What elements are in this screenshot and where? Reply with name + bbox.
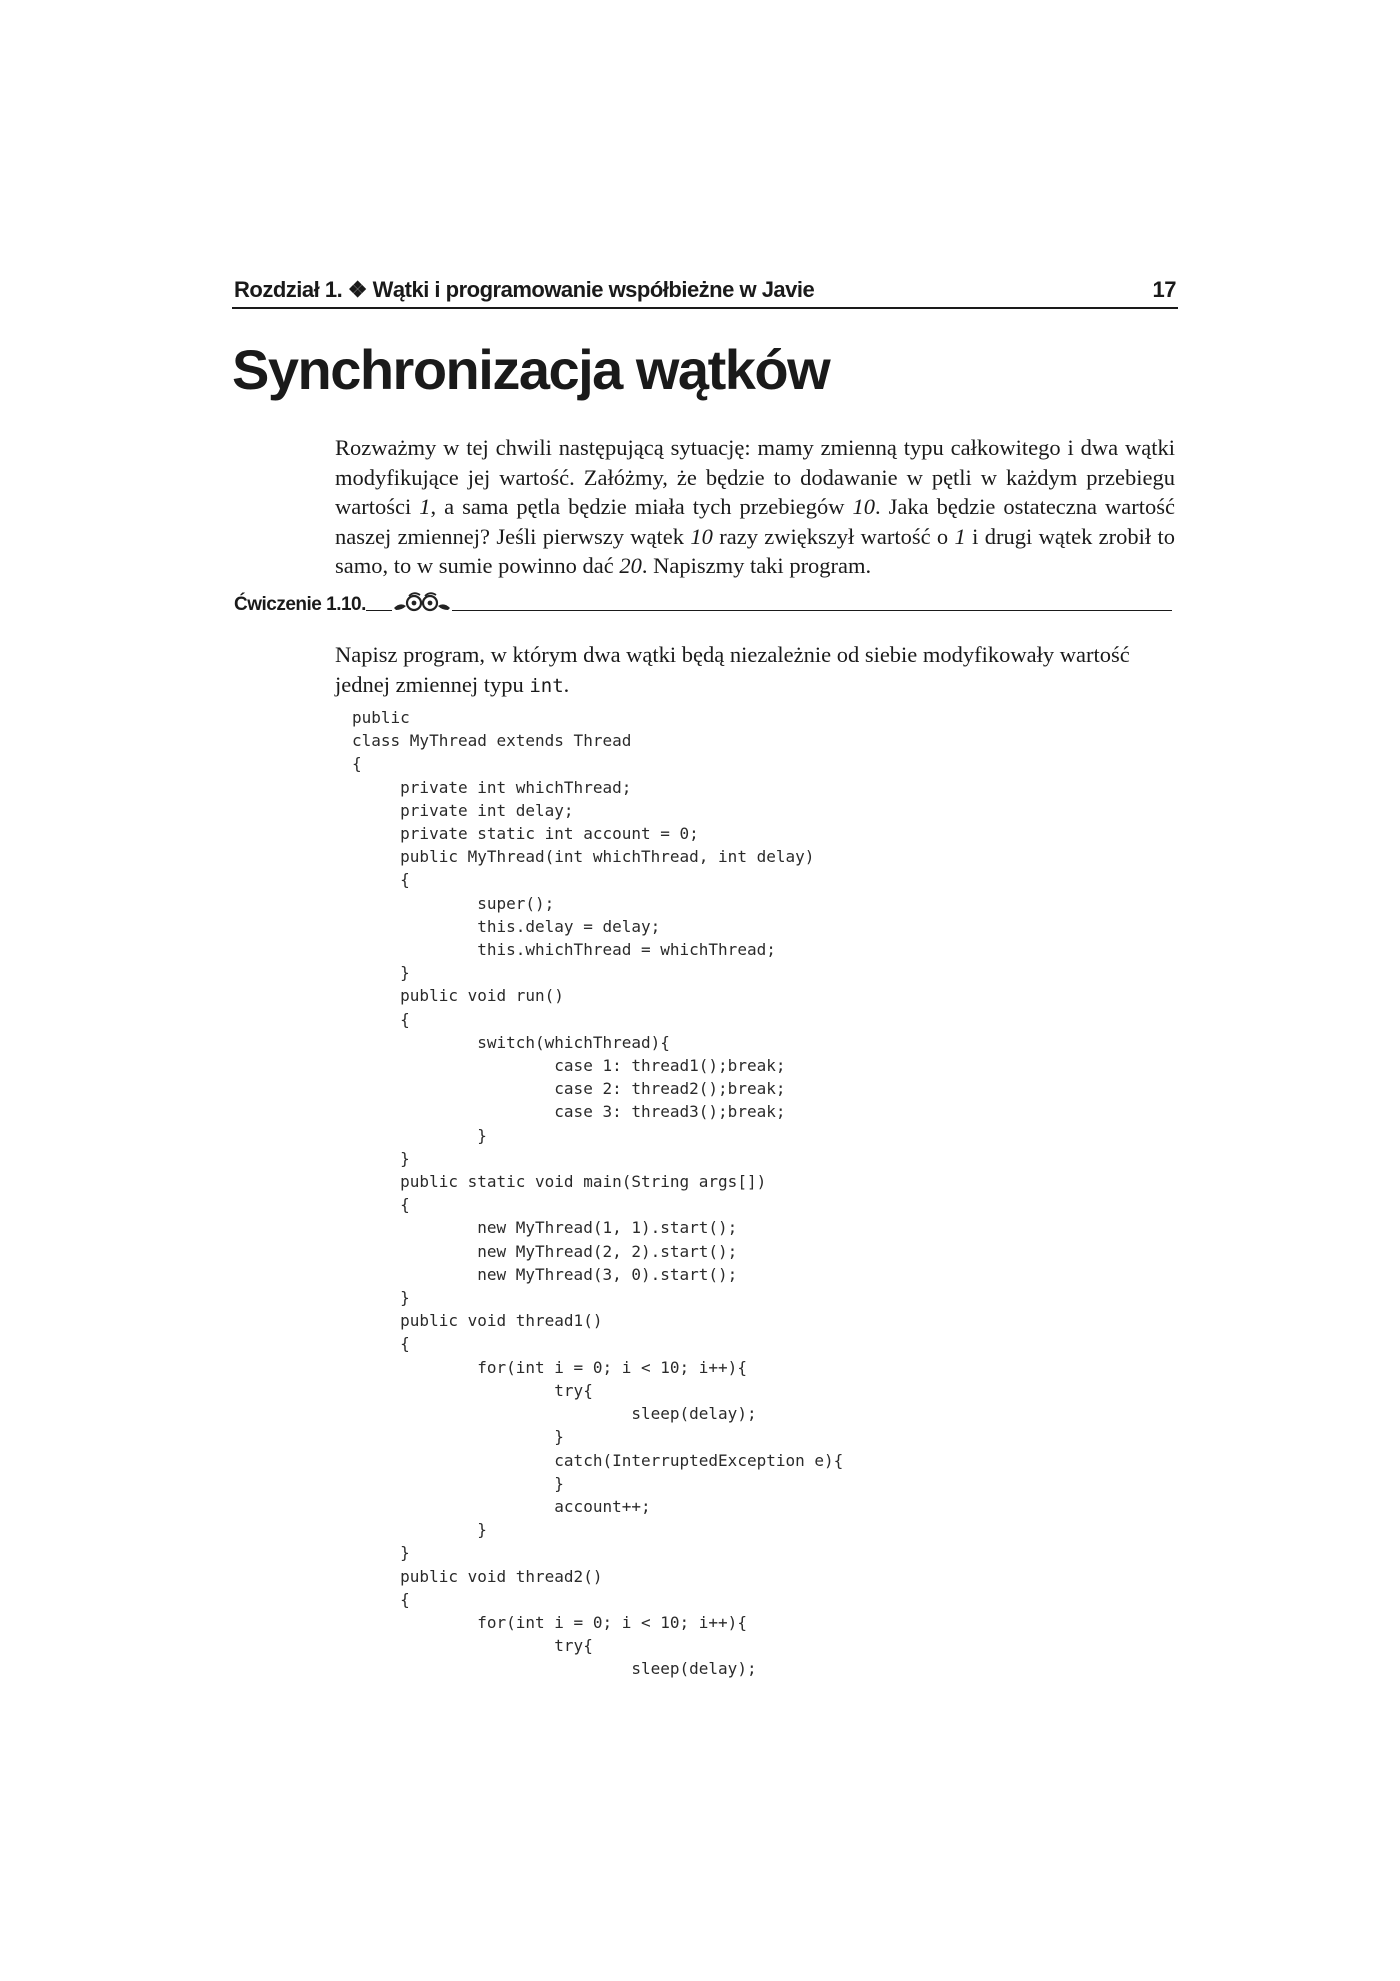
intro-text-6: . Napiszmy taki program. <box>641 553 872 578</box>
section-title: Synchronizacja wątków <box>232 338 830 401</box>
task-inline-code: int <box>529 674 564 697</box>
exercise-heading <box>232 588 1172 618</box>
task-end: . <box>563 671 570 697</box>
task-text: Napisz program, w którym dwa wątki będą niezależnie od siebie modyfikowały wartość jednej zmiennej typu <box>335 642 1130 697</box>
intro-text-4: razy zwiększył wartość o <box>712 523 955 549</box>
intro-text-1: Rozważmy w tej chwili następującą sytuację: mamy zmienną typu całkowitego i dwa wątki modyfikujące jej wartość. Załóżmy, że będzie to dodawanie w pętli w każdym przebiegu wartości <box>335 435 1175 519</box>
intro-value-2: 10 <box>852 494 875 519</box>
exercise-label: Ćwiczenie 1.10. <box>234 594 366 615</box>
intro-value-5: 20 <box>619 553 642 578</box>
intro-text-5: i drugi wątek zrobił to samo, to w sumie powinno dać <box>335 523 1176 578</box>
running-header <box>232 271 1178 309</box>
intro-value-1: 1 <box>419 494 431 519</box>
intro-text-2: , a sama pętla będzie miała tych przebiegów <box>430 494 853 519</box>
intro-paragraph <box>335 433 1175 581</box>
chapter-title: Rozdział 1. ❖ Wątki i programowanie współbieżne w Javie <box>234 277 815 302</box>
exercise-task <box>335 640 1175 701</box>
difficulty-ornament-icon <box>392 590 452 614</box>
code-listing: public class MyThread extends Thread { private int whichThread; private int delay; private static int account = 0; public MyThread(int whichThread, int delay) { super(); this.delay = delay; this.whichThread = whichThread; } public void run() { switch(whichThread){ case 1: thread1();break; case 2: thread2();break; case 3: thread3();break; } } public static void main(String args[]) { new MyThread(1, 1).start(); new MyThread(2, 2).start(); new MyThread(3, 0).start(); } public void thread1() { for(int i = 0; i < 10; i++){ try{ sleep(delay); } catch(InterruptedException e){ } account++; } } public void thread2() { for(int i = 0; i < 10; i++){ try{ sleep(delay); <box>352 708 844 1679</box>
intro-value-3: 10 <box>690 523 713 549</box>
exercise-rule <box>366 610 1172 611</box>
intro-text-3: . Jaka będzie ostateczna wartość naszej zmiennej? Jeśli pierwszy wątek <box>335 494 1175 549</box>
intro-value-4: 1 <box>954 523 966 549</box>
page-number: 17 <box>1152 277 1176 302</box>
